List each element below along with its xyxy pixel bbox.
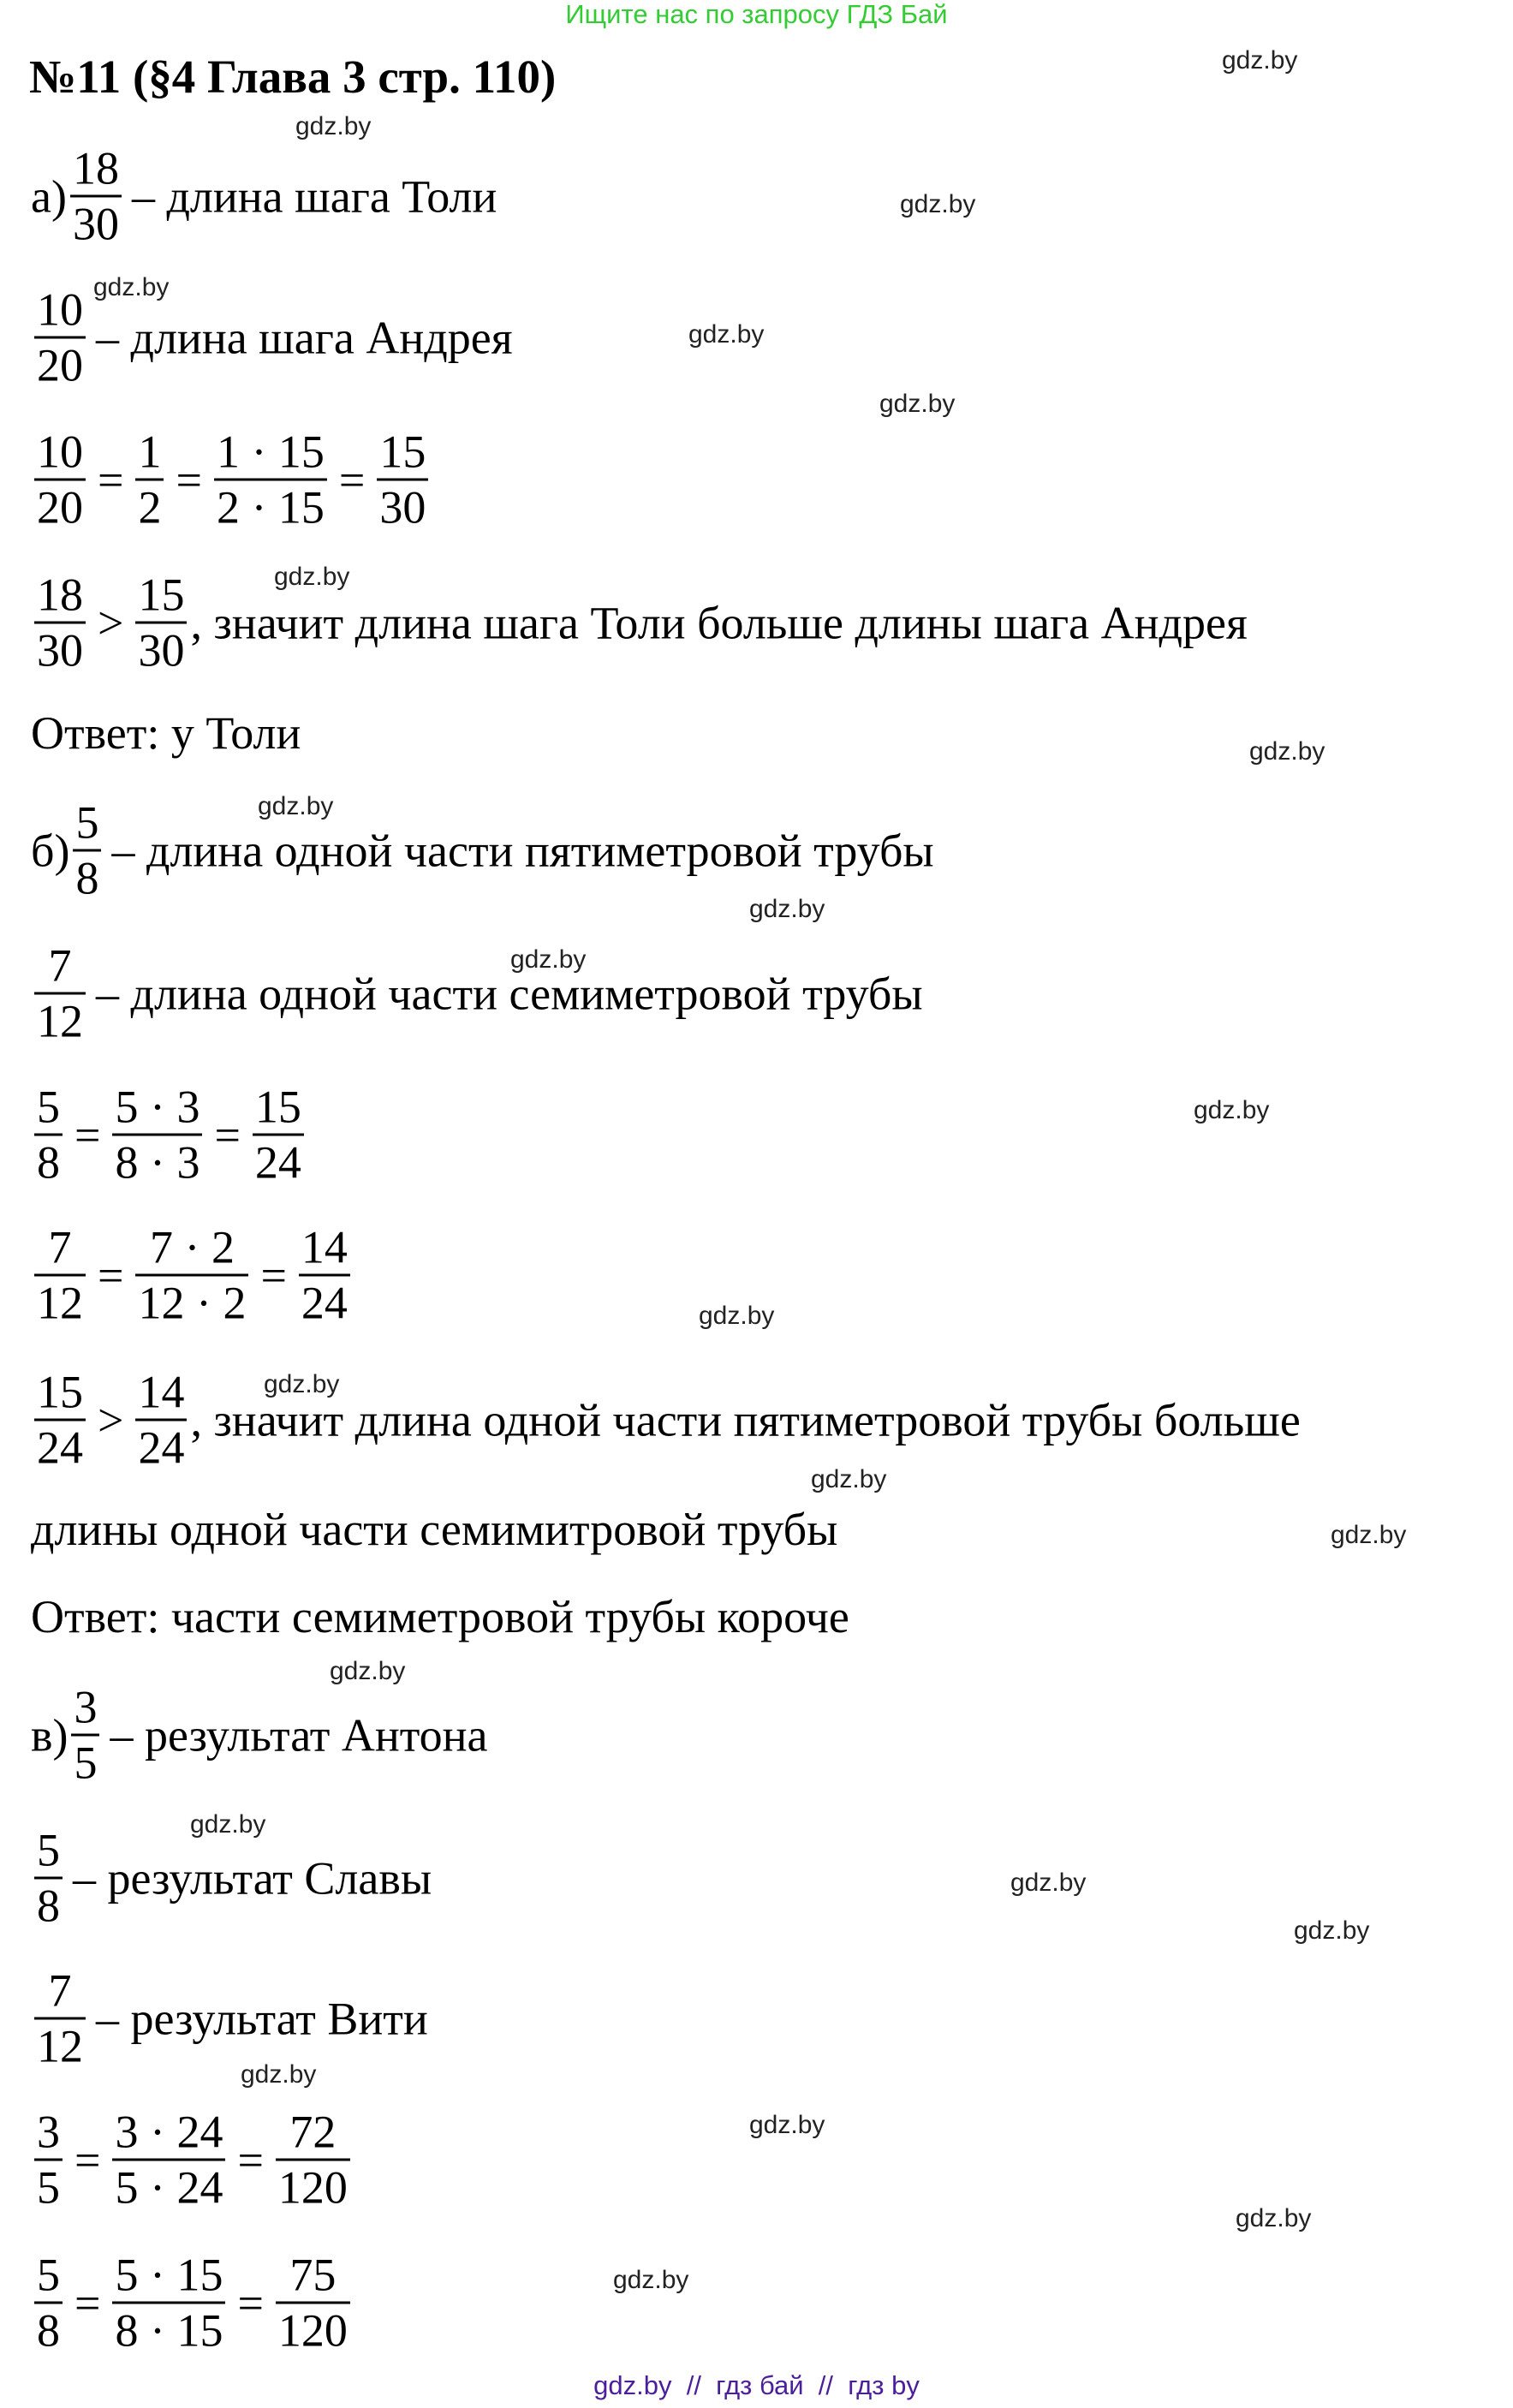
denominator: 30 [37, 624, 83, 677]
denominator: 30 [379, 481, 426, 533]
statement: – длина одной части семиметровой трубы [96, 968, 923, 1019]
denominator: 12 [37, 1277, 83, 1329]
watermark: gdz.by [1294, 1916, 1370, 1945]
numerator: 1 [138, 426, 162, 478]
denominator: 24 [138, 1422, 185, 1474]
numerator: 15 [379, 426, 426, 478]
c-row-3 [31, 1964, 428, 2073]
denominator: 24 [301, 1277, 348, 1329]
watermark: gdz.by [1236, 2204, 1312, 2232]
c-row-2 [31, 1824, 432, 1933]
watermark: gdz.by [900, 190, 976, 218]
numerator: 1 · 15 [216, 426, 325, 478]
fraction [34, 1081, 63, 1189]
watermark: gdz.by [1194, 1096, 1270, 1124]
fraction [135, 426, 164, 534]
numerator: 15 [37, 1366, 83, 1418]
fraction [34, 1824, 63, 1933]
denominator: 8 [37, 1136, 60, 1189]
fraction [34, 283, 86, 392]
c-row-1 [31, 1681, 488, 1790]
watermark: gdz.by [190, 1810, 266, 1839]
numerator: 10 [37, 283, 83, 336]
watermark: gdz.by [295, 112, 372, 140]
a-row-4 [31, 569, 1248, 677]
part-label: в) [31, 1709, 69, 1761]
numerator: 10 [37, 426, 83, 478]
denominator: 8 [37, 1880, 60, 1932]
search-banner[interactable]: Ищите нас по запросу ГДЗ Бай [565, 0, 948, 29]
watermark: gdz.by [1249, 737, 1325, 766]
equals-sign: = [338, 454, 366, 505]
watermark: gdz.by [93, 273, 170, 301]
fraction [34, 1964, 86, 2073]
numerator: 15 [254, 1081, 301, 1133]
numerator: 3 · 24 [115, 2106, 223, 2158]
denominator: 30 [72, 198, 119, 250]
watermark: gdz.by [274, 563, 350, 591]
conclusion: , значит длина одной части пятиметровой трубы больше [190, 1394, 1301, 1445]
watermark: gdz.by [330, 1657, 406, 1685]
denominator: 8 [75, 852, 99, 904]
denominator: 5 [74, 1737, 98, 1789]
fraction [276, 2249, 350, 2357]
c-row-5 [31, 2249, 354, 2357]
fraction [112, 2106, 225, 2214]
b-row-4 [31, 1221, 354, 1330]
a-answer: Ответ: у Толи [31, 707, 301, 759]
numerator: 7 [48, 939, 72, 992]
numerator: 15 [138, 569, 185, 621]
fraction [73, 796, 101, 905]
denominator: 120 [277, 2304, 348, 2357]
fraction [34, 426, 86, 534]
statement: – длина шага Андрея [96, 312, 513, 363]
denominator: 2 · 15 [216, 481, 325, 533]
watermark: gdz.by [811, 1465, 887, 1493]
fraction [112, 1081, 202, 1189]
denominator: 8 · 3 [115, 1136, 200, 1189]
watermark: gdz.by [510, 945, 587, 974]
part-label: а) [31, 170, 67, 222]
page-title: №11 (§4 Глава 3 стр. 110) [29, 51, 557, 103]
numerator: 5 [37, 1081, 60, 1133]
b-row-2 [31, 939, 923, 1048]
fraction [135, 569, 187, 677]
statement: – результат Вити [96, 1993, 428, 2044]
denominator: 5 [37, 2161, 60, 2214]
watermark: gdz.by [241, 2060, 317, 2089]
numerator: 3 [37, 2106, 60, 2158]
a-row-1 [31, 142, 497, 251]
numerator: 3 [74, 1681, 98, 1733]
equals-sign: = [260, 1249, 287, 1301]
fraction [34, 939, 86, 1048]
numerator: 75 [289, 2249, 337, 2301]
b-answer: Ответ: части семиметровой трубы короче [31, 1591, 849, 1642]
fraction [253, 1081, 304, 1189]
fraction [276, 2106, 350, 2214]
fraction [299, 1221, 350, 1330]
watermark: gdz.by [699, 1302, 775, 1330]
equals-sign: = [74, 2277, 101, 2328]
equals-sign: = [214, 1109, 241, 1160]
fraction [214, 426, 327, 534]
numerator: 14 [301, 1221, 348, 1273]
watermark: gdz.by [749, 2111, 825, 2139]
numerator: 18 [37, 569, 83, 621]
equals-sign: = [98, 454, 124, 505]
fraction [135, 1221, 248, 1330]
watermark: gdz.by [613, 2266, 689, 2294]
fraction [70, 142, 122, 251]
denominator: 24 [254, 1136, 301, 1189]
numerator: 7 [48, 1964, 72, 2017]
a-row-3 [31, 426, 432, 534]
statement: – длина одной части пятиметровой трубы [111, 825, 934, 876]
fraction [71, 1681, 99, 1790]
equals-sign: = [176, 454, 202, 505]
denominator: 12 [37, 995, 83, 1047]
numerator: 7 · 2 [149, 1221, 235, 1273]
footer-links[interactable]: gdz.by // гдз бай // гдз by [593, 2370, 920, 2400]
b-row-3 [31, 1081, 307, 1189]
c-row-4 [31, 2106, 354, 2214]
fraction [34, 1221, 86, 1330]
watermark: gdz.by [264, 1370, 340, 1398]
denominator: 12 [37, 2020, 83, 2072]
fraction [34, 569, 86, 677]
watermark: gdz.by [879, 390, 956, 418]
fraction [34, 2249, 63, 2357]
watermark: gdz.by [1222, 46, 1298, 75]
watermark: gdz.by [749, 895, 825, 923]
b-row-1 [31, 796, 934, 905]
equals-sign: = [237, 2277, 264, 2328]
numerator: 5 · 3 [115, 1081, 200, 1133]
numerator: 14 [138, 1366, 185, 1418]
denominator: 30 [138, 624, 185, 677]
denominator: 24 [37, 1422, 83, 1474]
watermark: gdz.by [1331, 1521, 1407, 1549]
fraction [135, 1366, 187, 1475]
watermark: gdz.by [258, 792, 334, 820]
denominator: 8 · 15 [115, 2304, 223, 2357]
numerator: 5 [75, 796, 99, 849]
equals-sign: = [74, 1109, 101, 1160]
b-row-6: длины одной части семимитровой трубы [31, 1504, 838, 1555]
denominator: 20 [37, 339, 83, 391]
fraction [112, 2249, 225, 2357]
denominator: 8 [37, 2304, 60, 2357]
fraction [34, 1366, 86, 1475]
part-label: б) [31, 825, 70, 876]
statement: – длина шага Толи [131, 170, 497, 222]
equals-sign: = [98, 1249, 124, 1301]
greater-than-sign: > [98, 597, 124, 648]
denominator: 2 [138, 481, 162, 533]
fraction [34, 2106, 63, 2214]
numerator: 5 [37, 2249, 60, 2301]
statement: – результат Антона [110, 1709, 488, 1761]
numerator: 5 [37, 1824, 60, 1876]
denominator: 5 · 24 [115, 2161, 223, 2214]
statement: – результат Славы [73, 1852, 432, 1904]
equals-sign: = [74, 2134, 101, 2185]
conclusion: , значит длина шага Толи больше длины шага Андрея [190, 597, 1248, 648]
equals-sign: = [237, 2134, 264, 2185]
numerator: 72 [289, 2106, 337, 2158]
watermark: gdz.by [1010, 1869, 1087, 1897]
denominator: 20 [37, 481, 83, 533]
numerator: 5 · 15 [115, 2249, 223, 2301]
denominator: 12 · 2 [138, 1277, 247, 1329]
fraction [377, 426, 428, 534]
watermark: gdz.by [688, 320, 765, 349]
numerator: 18 [72, 142, 119, 194]
b-row-5 [31, 1366, 1301, 1475]
numerator: 7 [48, 1221, 72, 1273]
greater-than-sign: > [98, 1394, 124, 1445]
denominator: 120 [277, 2161, 348, 2214]
